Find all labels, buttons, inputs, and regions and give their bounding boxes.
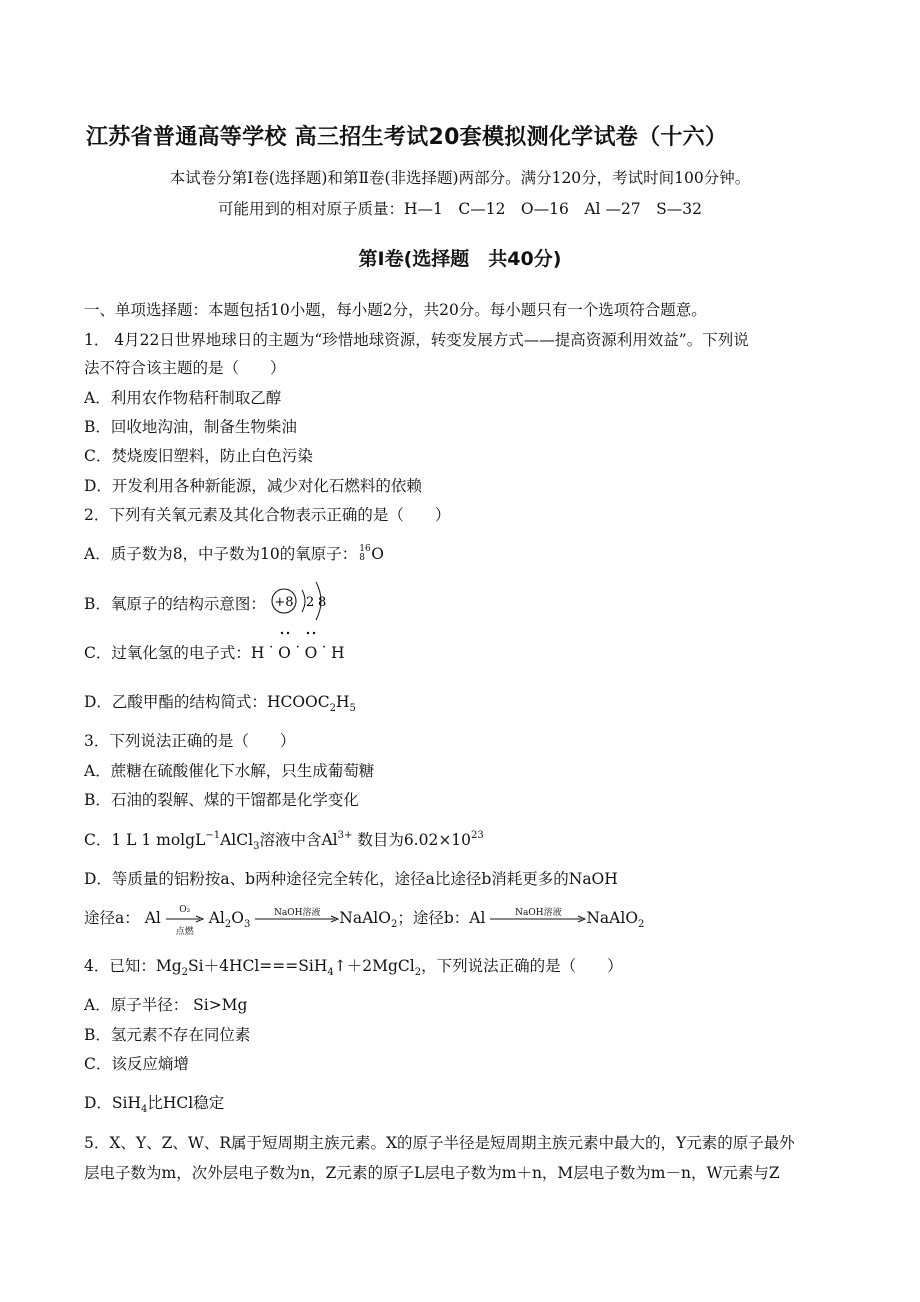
path-a-intermediate: Al <box>208 909 225 927</box>
q3-option-d: D．等质量的铝粉按a、b两种途径完全转化，途径a比途径b消耗更多的NaOH <box>84 870 618 888</box>
atomic-masses: 可能用到的相对原子质量：H—1 C—12 O—16 Al —27 S—32 <box>217 200 703 218</box>
oxygen-atom-structure-diagram <box>268 580 338 624</box>
q3-stem: 3．下列说法正确的是（ ） <box>84 732 296 750</box>
q5-line1: 5．X、Y、Z、W、R属于短周期主族元素。X的原子半径是短周期主族元素中最大的，Y元素的原子最外 <box>84 1134 795 1152</box>
q2-option-a-text: A．质子数为8，中子数为10的氧原子： <box>84 545 358 563</box>
peroxide-electron-formula: H˙O˙O˙H <box>250 644 348 662</box>
q3-c-part1: C．1 L 1 molgL <box>84 831 206 849</box>
q1-option-b: B．回收地沟油，制备生物柴油 <box>84 418 297 436</box>
q2-option-b-text: B．氧原子的结构示意图： <box>84 595 266 613</box>
superscript: −1 <box>205 830 221 841</box>
q4-option-d <box>84 1091 224 1115</box>
path-a-intermediate-o: O <box>231 909 244 927</box>
superscript: 23 <box>471 830 484 841</box>
path-a-reactant: Al <box>144 909 161 927</box>
q2-option-a <box>84 542 384 564</box>
nucleus-charge: +8 <box>274 595 294 610</box>
q2-stem: 2．下列有关氧元素及其化合物表示正确的是（ ） <box>84 506 451 524</box>
path-separator: ；途径b： <box>397 909 470 927</box>
subscript: 4 <box>327 967 334 978</box>
q2-option-c <box>84 641 348 663</box>
isotope-symbol: O <box>371 545 384 563</box>
arrow-reagent: O₂ <box>179 905 191 915</box>
path-a-label: 途径a： <box>84 909 140 927</box>
subscript: 4 <box>141 1104 148 1115</box>
path-a-arrow-1 <box>166 905 204 937</box>
q3-c-al: Al <box>321 831 338 849</box>
q2-option-d <box>84 690 356 714</box>
subscript: 2 <box>638 919 645 930</box>
isotope-atomic-number: 8 <box>359 553 366 563</box>
q3-c-part4: 数目为6.02×10 <box>357 831 472 849</box>
q1-option-a: A．利用农作物秸秆制取乙醇 <box>84 389 282 407</box>
subscript: 2 <box>224 919 232 930</box>
path-b-product: NaAlO <box>586 909 639 927</box>
q4-stem-part3: ↑＋2MgCl <box>333 957 415 975</box>
q4-option-b: B．氢元素不存在同位素 <box>84 1026 251 1044</box>
q4-stem <box>84 954 623 978</box>
q2-option-b <box>84 592 266 614</box>
q3-option-b: B．石油的裂解、煤的干馏都是化学变化 <box>84 791 359 809</box>
formula-h: H <box>335 693 350 711</box>
path-a-arrow-2 <box>255 908 339 923</box>
q3-c-part3: 溶液中含 <box>259 831 322 849</box>
formula-subscript: 2 <box>329 703 336 714</box>
arrow-reagent: NaOH溶液 <box>274 908 321 918</box>
q4-stem-part4: ，下列说法正确的是（ ） <box>421 957 623 975</box>
lone-pair-dots <box>272 628 332 638</box>
part-one-instructions: 一、单项选择题：本题包括10小题，每小题2分，共20分。每小题只有一个选项符合题意。 <box>84 301 707 319</box>
q3-c-part2: AlCl <box>220 831 254 849</box>
formula-subscript: 5 <box>349 703 356 714</box>
q1-stem-line2: 法不符合该主题的是（ ） <box>84 359 286 377</box>
q5-line2: 层电子数为m，次外层电子数为n，Z元素的原子L层电子数为m＋n，M层电子数为m－n，W元素与Z <box>84 1164 780 1182</box>
q1-option-c: C．焚烧废旧塑料，防止白色污染 <box>84 447 313 465</box>
methyl-ester-formula: HCOOC <box>266 693 330 711</box>
q4-stem-part2: Si＋4HCl===SiH <box>188 957 328 975</box>
electron-shell-1-count: 2 <box>306 595 315 610</box>
q3-reaction-paths <box>84 905 645 937</box>
electron-shell-2-count: 8 <box>318 595 327 610</box>
subscript: 2 <box>414 967 422 978</box>
q4-option-c: C．该反应熵增 <box>84 1055 189 1073</box>
oxygen-isotope-notation <box>357 545 371 563</box>
q4-d-part1: D．SiH <box>84 1094 142 1112</box>
q4-option-a: A．原子半径： Si>Mg <box>84 996 248 1014</box>
path-a-product: NaAlO <box>339 909 391 927</box>
exam-title: 江苏省普通高等学校 高三招生考试20套模拟测化学试卷（十六） <box>86 125 728 150</box>
q3-option-c <box>84 828 484 852</box>
superscript: 3+ <box>337 830 353 841</box>
subscript: 2 <box>390 919 398 930</box>
q4-d-part2: 比HCl稳定 <box>147 1094 225 1112</box>
q1-stem-line1: 1． 4月22日世界地球日的主题为“珍惜地球资源，转变发展方式——提高资源利用效益”。下列说 <box>84 331 749 349</box>
electron-shell-1-arc <box>302 590 305 612</box>
isotope-mass-number: 16 <box>359 544 371 554</box>
q2-option-c-text: C．过氧化氢的电子式： <box>84 644 251 662</box>
q2-option-d-text: D．乙酸甲酯的结构简式： <box>84 693 267 711</box>
path-b-arrow <box>490 908 586 923</box>
q1-option-d: D．开发利用各种新能源，减少对化石燃料的依赖 <box>84 477 422 495</box>
subscript: 3 <box>253 841 260 852</box>
subscript: 3 <box>243 919 251 930</box>
q4-stem-part1: 4．已知：Mg <box>84 957 182 975</box>
arrow-reagent: NaOH溶液 <box>515 908 562 918</box>
subscript: 2 <box>181 967 189 978</box>
q3-option-a: A．蔗糖在硫酸催化下水解，只生成葡萄糖 <box>84 762 375 780</box>
path-b-reactant: Al <box>469 909 486 927</box>
exam-intro: 本试卷分第Ⅰ卷(选择题)和第Ⅱ卷(非选择题)两部分。满分120分，考试时间100分钟。 <box>169 169 751 187</box>
section-title: 第Ⅰ卷(选择题 共40分) <box>358 248 562 270</box>
arrow-condition: 点燃 <box>175 927 194 937</box>
